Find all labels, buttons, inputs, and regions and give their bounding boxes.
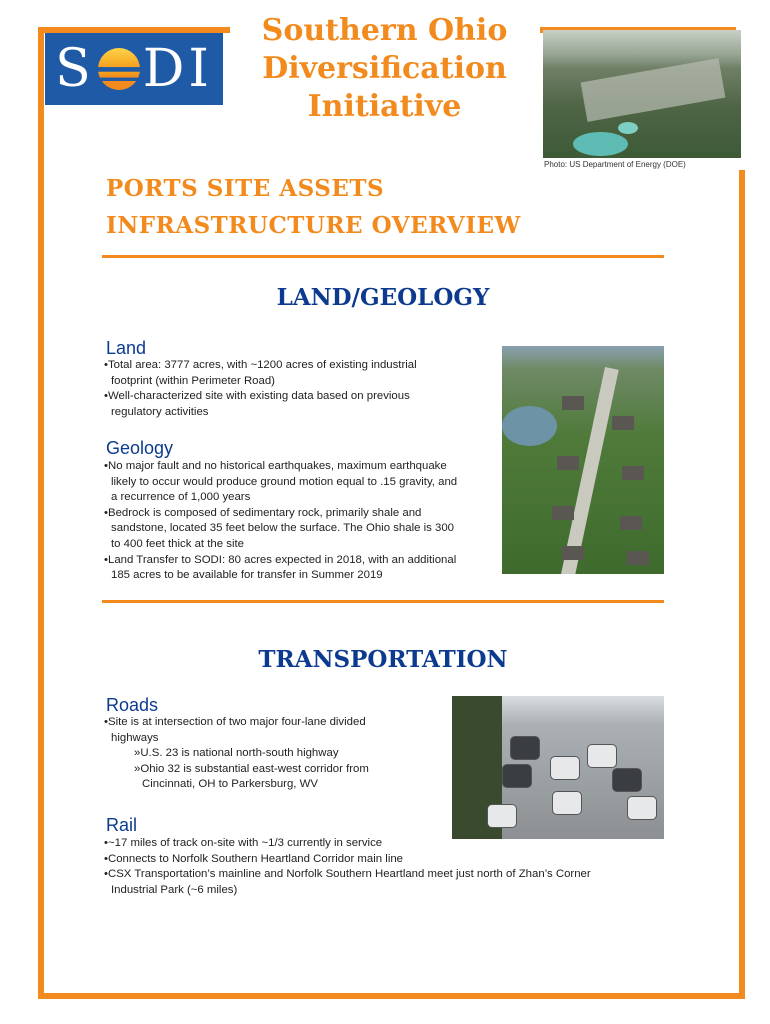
land-list	[104, 358, 417, 420]
logo-sun-icon	[98, 48, 140, 90]
rail-list	[104, 836, 591, 898]
list-item: •Site is at intersection of two major four-lane divided	[104, 716, 366, 728]
headline-line: PORTS SITE ASSETS	[106, 175, 385, 202]
title-line: Diversification	[262, 51, 507, 86]
subdivision-photo	[502, 346, 664, 574]
geology-list	[104, 459, 457, 584]
highway-photo	[452, 696, 664, 839]
list-item: »U.S. 23 is national north-south highway	[134, 747, 339, 760]
list-item: •Well-characterized site with existing data based on previous	[104, 390, 410, 403]
subheading-land: Land	[106, 338, 147, 358]
logo-mark: S DI	[55, 39, 213, 99]
section-heading-transportation: TRANSPORTATION	[258, 646, 508, 673]
subheading-roads: Roads	[106, 695, 159, 715]
list-item: to 400 feet thick at the site	[111, 537, 244, 550]
divider	[102, 600, 664, 603]
list-item: •Total area: 3777 acres, with ~1200 acres of existing industrial	[104, 359, 417, 371]
list-item: •Connects to Norfolk Southern Heartland Corridor main line	[104, 852, 404, 865]
list-item: •~17 miles of track on-site with ~1/3 currently in service	[104, 837, 383, 849]
list-item: 185 acres to be available for transfer in Summer 2019	[111, 569, 383, 582]
sodi-logo	[45, 33, 223, 105]
list-item: •No major fault and no historical earthquakes, maximum earthquake	[104, 460, 447, 472]
list-item: sandstone, located 35 feet below the surface. The Ohio shale is 300	[111, 522, 454, 535]
list-item: »Ohio 32 is substantial east-west corridor from	[134, 762, 369, 775]
roads-list	[104, 715, 369, 793]
page-title	[232, 12, 537, 126]
list-item: Cincinnati, OH to Parkersburg, WV	[142, 778, 318, 791]
list-item: a recurrence of 1,000 years	[111, 491, 251, 504]
photo-caption: Photo: US Department of Energy (DOE)	[544, 160, 686, 169]
divider	[102, 255, 664, 258]
list-item: likely to occur would produce ground motion equal to .15 gravity, and	[111, 475, 458, 488]
list-item: regulatory activities	[111, 405, 209, 418]
list-item: highways	[111, 731, 159, 744]
subheading-geology: Geology	[106, 438, 174, 458]
list-item: •CSX Transportation’s mainline and Norfolk Southern Heartland meet just north of Zhan’s Corner	[104, 868, 591, 881]
headline-line: INFRASTRUCTURE OVERVIEW	[106, 212, 521, 239]
list-item: •Land Transfer to SODI: 80 acres expected in 2018, with an additional	[104, 553, 457, 566]
title-line: Southern Ohio	[261, 13, 508, 48]
subheading-rail: Rail	[106, 815, 138, 835]
section-heading-land-geology: LAND/GEOLOGY	[276, 284, 490, 311]
list-item: Industrial Park (~6 miles)	[111, 883, 238, 896]
title-line: Initiative	[307, 89, 462, 124]
list-item: •Bedrock is composed of sedimentary rock, primarily shale and	[104, 506, 422, 519]
aerial-site-photo	[543, 30, 741, 158]
list-item: footprint (within Perimeter Road)	[111, 374, 275, 387]
